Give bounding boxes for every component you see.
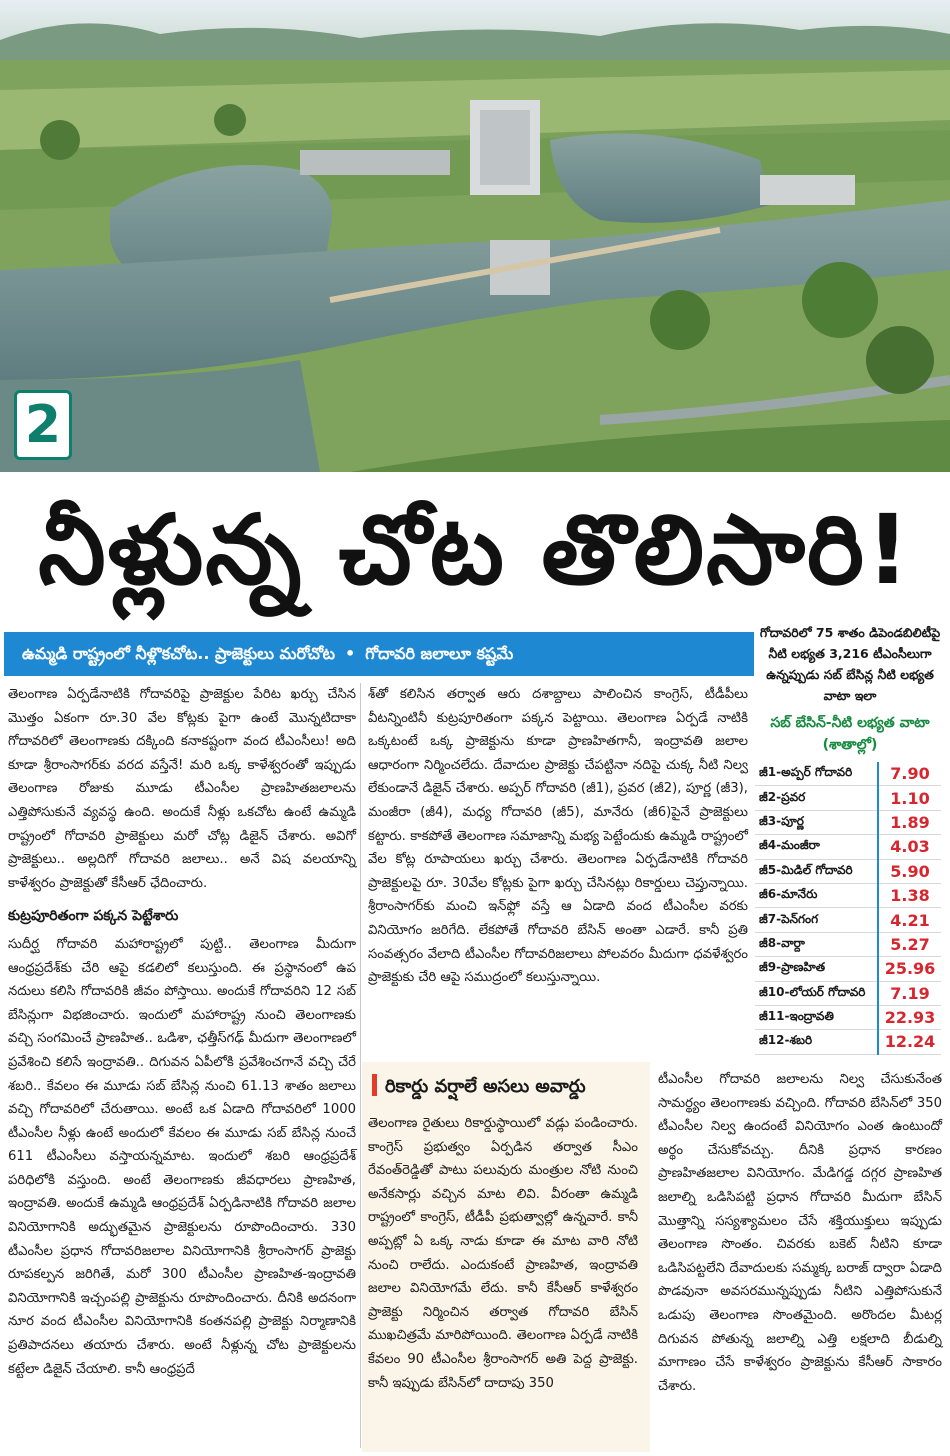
boxed-story-title: రికార్డు వర్షాలే అసలు అవార్డు [372, 1070, 642, 1104]
sidebar-intro: గోదావరిలో 75 శాతం డిపెండబిలిటీపై నీటి లభ్యత 3,216 టీఎంసీలుగా ఉన్నప్పుడు సబ్ బేసిన్ల నీటి లభ్యత వాటా ఇలా [759, 625, 941, 703]
article-column-1 [8, 683, 356, 1381]
strap-bullet: • [344, 644, 356, 663]
subheadline-strap [4, 632, 754, 676]
share-value: 7.19 [878, 981, 941, 1005]
headline: నీళ్లున్న చోట తొలిసారి! [38, 494, 912, 606]
sub-basin-name: జీ3-పూర్ణ [755, 810, 878, 834]
sub-basin-name: జీ7-పెన్‌గంగ [755, 908, 878, 932]
table-row [755, 908, 941, 932]
paragraph: టీఎంసీల గోదావరి జలాలను నిల్వ చేసుకునేంత సామర్థ్యం తెలంగాణకు వచ్చింది. గోదావరి బేసిన్‌లో 350 టీఎంసీల నిల్వ ఉందంటే వినియోగం ఎంత ఉంటుందో అర్థం చేసుకోవచ్చు. దీనికి ప్రధాన కారణం ప్రాణహితజలాల వినియోగం. మేడిగడ్డ దగ్గర ప్రాణహిత జలాల్ని ఒడిసిపట్టి ప్రధాన గోదావరి మీదుగా బేసిన్ మొత్తాన్ని సస్యశ్యామలం చేసే శక్తియుక్తులు ఇప్పుడు తెలంగాణ సొంతం. చివరకు బకెట్ నీటిని కూడా ఒడిసిపట్టలేని దేవాదులకు సమ్మక్క బరాజ్ ద్వారా ఏడాది పొడవునా అవసరమున్నప్పుడు నీటిని ఎత్తిపోసుకునే ఒడుపు తెలంగాణ సొంతమైంది. అరొందల మీటర్ల దిగువన పోతున్న జలాల్ని ఎత్తి లక్షలాది బీడుల్ని మాగాణం చేసే కాళేశ్వరం ప్రాజెక్టును కేసీఆర్ సాకారం చేశారు. [658, 1072, 942, 1394]
table-row [755, 883, 941, 907]
table-row [755, 1005, 941, 1029]
share-value: 22.93 [878, 1005, 941, 1029]
table-row [755, 762, 941, 786]
table-row [755, 981, 941, 1005]
share-value: 1.89 [878, 810, 941, 834]
share-value: 5.90 [878, 859, 941, 883]
sub-basin-sidebar [755, 622, 945, 1055]
sidebar-title: సబ్ బేసిన్-నీటి లభ్యత వాటా (శాతాల్లో) [770, 715, 930, 753]
table-row [755, 932, 941, 956]
share-value: 5.27 [878, 932, 941, 956]
strap-text-1: ఉమ్మడి రాష్ట్రంలో నీళ్లొకచోట.. ప్రాజెక్టులు మరోచోట [22, 644, 335, 663]
sub-basin-name: జీ10-లోయర్ గోదావరి [755, 981, 878, 1005]
boxed-story-column-2 [658, 1068, 942, 1398]
sub-basin-name: జీ5-మిడిల్ గోదావరి [755, 859, 878, 883]
sub-basin-name: జీ12-శబరి [755, 1030, 878, 1054]
sub-basin-name: జీ2-ప్రవర [755, 786, 878, 810]
boxed-story-column-1 [368, 1112, 638, 1395]
sub-basin-name: జీ11-ఇంద్రావతి [755, 1005, 878, 1029]
sub-basin-table [755, 762, 941, 1055]
share-value: 1.38 [878, 883, 941, 907]
sub-basin-name: జీ6-మానేరు [755, 883, 878, 907]
page-number-badge: 2 [14, 390, 72, 460]
sub-basin-name: జీ1-అప్పర్ గోదావరి [755, 762, 878, 786]
table-row [755, 1030, 941, 1054]
sub-basin-name: జీ8-వార్దా [755, 932, 878, 956]
aerial-photo-illustration [0, 0, 950, 472]
article-column-2 [368, 683, 748, 990]
sub-basin-name: జీ9-ప్రాణహిత [755, 957, 878, 981]
strap-text-2: గోదావరి జలాలూ కష్టమే [365, 644, 514, 663]
share-value: 1.10 [878, 786, 941, 810]
paragraph: తెలంగాణ రైతులు రికార్డుస్థాయిలో వడ్లు పండించారు. కాంగ్రెస్ ప్రభుత్వం ఏర్పడిన తర్వాత సీఎం రేవంత్‌రెడ్డితో పాటు పలువురు మంత్రుల నోటి నుంచి అనేకసార్లు వచ్చిన మాట లివి. వీరంతా ఉమ్మడి రాష్ట్రంలో కాంగ్రెస్, టీడీపీ ప్రభుత్వాల్లో ఉన్నవారే. కానీ అప్పట్లో ఏ ఒక్క నాడు కూడా ఈ మాట వారి నోటి నుంచి రాలేదు. ఎందుకంటే ప్రాణహిత, ఇంద్రావతి జలాల వినియోగమే లేదు. కానీ కేసీఆర్ కాళేశ్వరం ప్రాజెక్టు నిర్మించిన తర్వాత గోదావరి బేసిన్ ముఖచిత్రమే మారిపోయింది. తెలంగాణ ఏర్పడే నాటికి కేవలం 90 టీఎంసీల శ్రీరాంసాగర్ అతి పెద్ద ప్రాజెక్టు. కానీ ఇప్పుడు బేసిన్‌లో దాదాపు 350 [368, 1116, 638, 1391]
table-row [755, 859, 941, 883]
paragraph: సుదీర్ఘ గోదావరి మహారాష్ట్రలో పుట్టి.. తెలంగాణ మీదుగా ఆంధ్రప్రదేశ్‌కు చేరి ఆపై కడలిలో కలుస్తుంది. ఈ ప్రస్థానంలో ఉప నదులు కలిసి గోదావరికి జీవం పోస్తాయి. అందుకే గోదావరిని 12 సబ్ బేసిన్లుగా విభజించారు. ఇందులో మహారాష్ట్ర నుంచి తెలంగాణకు వచ్చి సంగమించే ప్రాణహిత.. ఒడిశా, ఛత్తీస్‌గఢ్ మీదుగా తెలంగాణలో ప్రవేశించి కలిసే ఇంద్రావతి.. దిగువన ఏపీలోకి ప్రవేశించగానే వచ్చి చేరే శబరి.. కేవలం ఈ మూడు సబ్ బేసిన్ల నుంచి 61.13 శాతం జలాలు వచ్చి గోదావరిలో చేరుతాయి. అంటే ఒక ఏడాది గోదావరిలో 1000 టీఎంసీల నీళ్లు ఉంటే అందులో కేవలం ఈ మూడు సబ్ బేసిన్ల నుంచే 611 టీఎంసీలు వస్తాయన్నమాట. ఇందులో శబరి ఆంధ్రప్రదేశ్ పరిధిలోకి వస్తుంది. అంటే తెలంగాణకు జీవధారలు ప్రాణహిత, ఇంద్రావతి. అందుకే ఉమ్మడి ఆంధ్రప్రదేశ్ ఏర్పడినాటికి గోదావరి జలాల వినియోగానికి అద్భుతమైన ప్రాజెక్టులను రూపొందించారు. 330 టీఎంసీల ప్రధాన గోదావరిజలాల వినియోగానికి శ్రీరాంసాగర్ ప్రాజెక్టు రూపకల్పన జరిగితే, మరో 300 టీఎంసీల ప్రాణహిత-ఇంద్రావతి వినియోగానికి ఇచ్చంపల్లి ప్రాజెక్టును రూపొందించారు. దీనికి అదనంగా నూర వంద టీఎంసీల వినియోగానికి కంతనపల్లి ప్రాజెక్టు నిర్మాణానికి ప్రతిపాదనలు తయారు చేశారు. అంటే నీళ్లున్న చోట ప్రాజెక్టులను కట్టేలా డిజైన్ చేయాలి. కానీ ఆంధ్రప్రదే [8, 936, 356, 1377]
barrage-photo [0, 0, 950, 472]
table-row [755, 810, 941, 834]
paragraph: శ్‌తో కలిసిన తర్వాత ఆరు దశాబ్దాలు పాలించిన కాంగ్రెస్, టీడీపీలు వీటన్నింటినీ కుట్రపూరితంగా పక్కన పెట్టాయి. తెలంగాణ ఏర్పడే నాటికి ఒక్కటంటే ఒక్క ప్రాజెక్టును కూడా ప్రాణహితగానీ, ఇంద్రావతి జలాల ఆధారంగా నిర్మించలేదు. దేవాదుల ప్రాజెక్టు చేపట్టినా నదిపై చుక్క నీటి నిల్వ లేకుండానే డిజైన్ చేశారు. అప్పర్ గోదావరి (జీ1), ప్రవర (జీ2), పూర్ణ (జీ3), మంజీరా (జీ4), మధ్య గోదావరి (జీ5), మానేరు (జీ6)పైనే ప్రాజెక్టులు కట్టారు. కాకపోతే తెలంగాణ సమాజాన్ని మభ్య పెట్టేందుకు ఉమ్మడి రాష్ట్రంలో వేల కోట్ల రూపాయలు ఖర్చు చేశారు. తెలంగాణ ఏర్పడేనాటికి గోదావరి ప్రాజెక్టులపై రూ. 30వేల కోట్లకు పైగా ఖర్చు చేసినట్లు రికార్డులు చెప్తున్నాయి. శ్రీరాంసాగర్‌కు మంచి ఇన్‌ఫ్లో వస్తే ఆ ఏడాది వంద టీఎంసీల వరకు వినియోగం జరిగేది. లేకపోతే గోదావరి బేసిన్ అంతా ఎడారే. కానీ ప్రతి సంవత్సరం వేలాది టీఎంసీల గోదావరిజలాలు పోలవరం మీదుగా ధవళేశ్వరం ప్రాజెక్టుకు చేరి ఆపై సముద్రంలో కలుస్తున్నాయి. [368, 687, 748, 986]
table-row [755, 957, 941, 981]
subheading: కుట్రపూరితంగా పక్కన పెట్టేశారు [8, 908, 179, 925]
share-value: 25.96 [878, 957, 941, 981]
column-divider [360, 683, 361, 1448]
share-value: 4.03 [878, 835, 941, 859]
share-value: 12.24 [878, 1030, 941, 1054]
sub-basin-name: జీ4-మంజీరా [755, 835, 878, 859]
share-value: 7.90 [878, 762, 941, 786]
share-value: 4.21 [878, 908, 941, 932]
table-row [755, 835, 941, 859]
paragraph: తెలంగాణ ఏర్పడేనాటికి గోదావరిపై ప్రాజెక్టుల పేరిట ఖర్చు చేసిన మొత్తం ఏకంగా రూ.30 వేల కోట్లకు పైగా ఉంటే మొన్నటిదాకా గోదావరిలో తెలంగాణకు దక్కింది కనాకష్టంగా వంద టీఎంసీలు! అది కూడా శ్రీరాంసాగర్‌కు వరద వస్తేనే! మరి ఒక్క కాళేశ్వరంతో ఇప్పుడు తెలంగాణ రోజుకు మూడు టీఎంసీల ప్రాణహితజలాలను ఎత్తిపోసుకునే వ్యవస్థ ఉంది. అందుకే నీళ్లు ఒకచోట ఉంటే ఉమ్మడి రాష్ట్రంలో గోదావరి ప్రాజెక్టులు మరో చోట్ల డిజైన్ చేశారు. అవిగో ప్రాజెక్టులు.. అల్లదిగో గోదావరి జలాలు.. అనే విష వలయాన్ని కాళేశ్వరం ప్రాజెక్టుతో కేసీఆర్ ఛేదించారు. [8, 687, 356, 891]
table-row [755, 786, 941, 810]
